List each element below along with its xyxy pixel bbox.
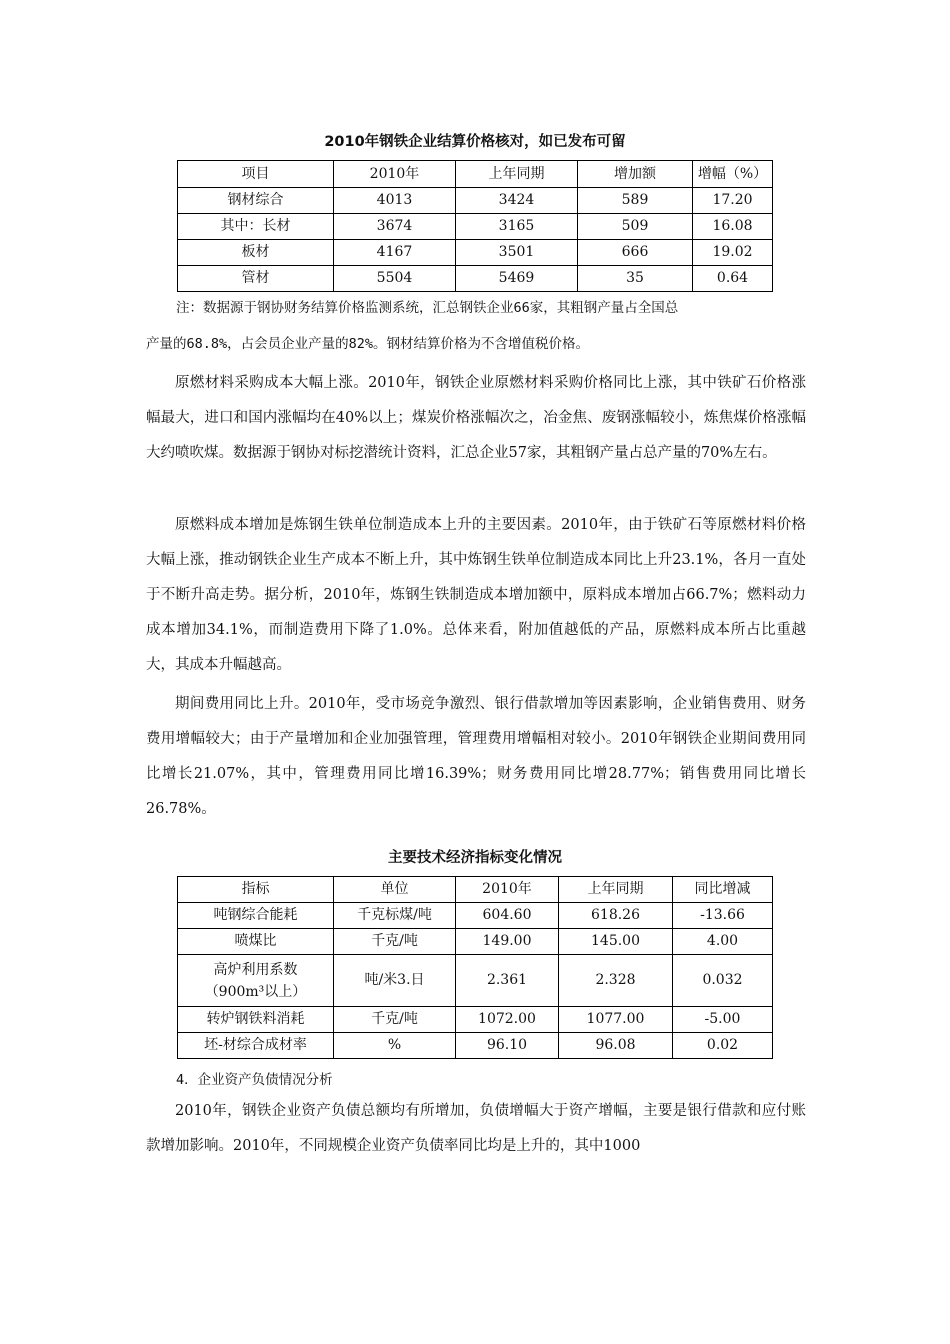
note-line: 注：数据源于钢协财务结算价格监测系统，汇总钢铁企业66家，其粗钢产量占全国总 — [176, 300, 679, 316]
table-cell: 5504 — [334, 266, 456, 292]
header-cell: 同比增减 — [673, 877, 773, 903]
table-cell: 19.02 — [693, 240, 773, 266]
table-cell: 666 — [578, 240, 693, 266]
table-row — [178, 214, 773, 240]
table-cell: 96.10 — [456, 1033, 559, 1059]
table-cell: 1077.00 — [559, 1007, 673, 1033]
header-cell: 2010年 — [456, 877, 559, 903]
table-cell: 钢材综合 — [178, 188, 334, 214]
table-cell: 5469 — [456, 266, 578, 292]
header-cell: 增加额 — [578, 161, 693, 188]
table-cell: -13.66 — [673, 903, 773, 929]
table-row — [178, 929, 773, 955]
table-cell: 145.00 — [559, 929, 673, 955]
header-cell: 增幅（%） — [693, 161, 773, 188]
header-cell: 2010年 — [334, 161, 456, 188]
table-cell: 板材 — [178, 240, 334, 266]
table-header-row — [178, 161, 773, 188]
table-cell: 转炉钢铁料消耗 — [178, 1007, 334, 1033]
table-row — [178, 266, 773, 292]
paragraph-balance-sheet: 2010年，钢铁企业资产负债总额均有所增加，负债增幅大于资产增幅，主要是银行借款和应付账款增加影响。2010年，不同规模企业资产负债率同比均是上升的，其中1000 — [146, 1103, 806, 1154]
table-row — [178, 240, 773, 266]
table-header-row — [178, 877, 773, 903]
table-cell: 管材 — [178, 266, 334, 292]
table-cell: 96.08 — [559, 1033, 673, 1059]
section4-heading: 4．企业资产负债情况分析 — [176, 1072, 333, 1088]
table1-title: 2010年钢铁企业结算价格核对，如已发布可留 — [324, 134, 626, 150]
table-cell: 0.02 — [673, 1033, 773, 1059]
table-cell: 1072.00 — [456, 1007, 559, 1033]
note-line: 产量的68.8%，占会员企业产量的82%。钢材结算价格为不含增值税价格。 — [146, 336, 590, 352]
table-row — [178, 188, 773, 214]
table-cell: 4013 — [334, 188, 456, 214]
header-cell: 上年同期 — [456, 161, 578, 188]
table-row — [178, 1033, 773, 1059]
table-cell: 4167 — [334, 240, 456, 266]
table-cell: 坯-材综合成材率 — [178, 1033, 334, 1059]
table-cell: 589 — [578, 188, 693, 214]
table-cell: 17.20 — [693, 188, 773, 214]
header-cell: 上年同期 — [559, 877, 673, 903]
header-cell: 指标 — [178, 877, 334, 903]
table-cell: 3165 — [456, 214, 578, 240]
table-cell: 3674 — [334, 214, 456, 240]
paragraph-manufacturing-cost: 原燃料成本增加是炼钢生铁单位制造成本上升的主要因素。2010年，由于铁矿石等原燃材料价格大幅上涨，推动钢铁企业生产成本不断上升，其中炼钢生铁单位制造成本同比上升23.1%，各月一直处于不断升高走势。据分析，2010年，炼钢生铁制造成本增加额中，原料成本增加占66.7%；燃料动力成本增加34.1%，而制造费用下降了1.0%。总体来看，附加值越低的产品，原燃料成本所占比重越大，其成本升幅越高。 — [146, 517, 806, 673]
table-cell: 4.00 — [673, 929, 773, 955]
table-cell: 16.08 — [693, 214, 773, 240]
table-cell: 吨/米3.日 — [334, 955, 456, 1007]
paragraph-raw-materials: 原燃材料采购成本大幅上涨。2010年，钢铁企业原燃材料采购价格同比上涨，其中铁矿石价格涨幅最大，进口和国内涨幅均在40%以上；煤炭价格涨幅次之，冶金焦、废钢涨幅较小，炼焦煤价格涨幅大约喷吹煤。数据源于钢协对标挖潜统计资料，汇总企业57家，其粗钢产量占总产量的70%左右。 — [146, 375, 806, 461]
table-cell: 509 — [578, 214, 693, 240]
table-cell: -5.00 — [673, 1007, 773, 1033]
table-cell: 3501 — [456, 240, 578, 266]
paragraph-period-expenses: 期间费用同比上升。2010年，受市场竞争激烈、银行借款增加等因素影响，企业销售费用、财务费用增幅较大；由于产量增加和企业加强管理，管理费用增幅相对较小。2010年钢铁企业期间费用同比增长21.07%，其中，管理费用同比增16.39%；财务费用同比增28.77%；销售费用同比增长26.78%。 — [146, 696, 806, 817]
table-cell: 千克/吨 — [334, 1007, 456, 1033]
table-cell: 618.26 — [559, 903, 673, 929]
table-cell: 0.64 — [693, 266, 773, 292]
table-cell: 2.361 — [456, 955, 559, 1007]
table-cell: 其中：长材 — [178, 214, 334, 240]
table-cell: 3424 — [456, 188, 578, 214]
header-cell: 项目 — [178, 161, 334, 188]
table-cell: 吨钢综合能耗 — [178, 903, 334, 929]
table2-title: 主要技术经济指标变化情况 — [388, 850, 562, 866]
table-cell: 千克标煤/吨 — [334, 903, 456, 929]
table-cell: 35 — [578, 266, 693, 292]
table-cell: 喷煤比 — [178, 929, 334, 955]
table-cell: 0.032 — [673, 955, 773, 1007]
table-row — [178, 1007, 773, 1033]
header-cell: 单位 — [334, 877, 456, 903]
table1-note — [146, 293, 806, 365]
table-cell: % — [334, 1033, 456, 1059]
technical-indicators-table — [177, 876, 773, 1059]
table-cell: 604.60 — [456, 903, 559, 929]
table-row — [178, 903, 773, 929]
settlement-price-table — [177, 160, 773, 292]
table-cell: 2.328 — [559, 955, 673, 1007]
table-cell: 千克/吨 — [334, 929, 456, 955]
table-cell: 高炉利用系数（900m³以上） — [178, 955, 334, 1007]
table-row — [178, 955, 773, 1007]
table-cell: 149.00 — [456, 929, 559, 955]
